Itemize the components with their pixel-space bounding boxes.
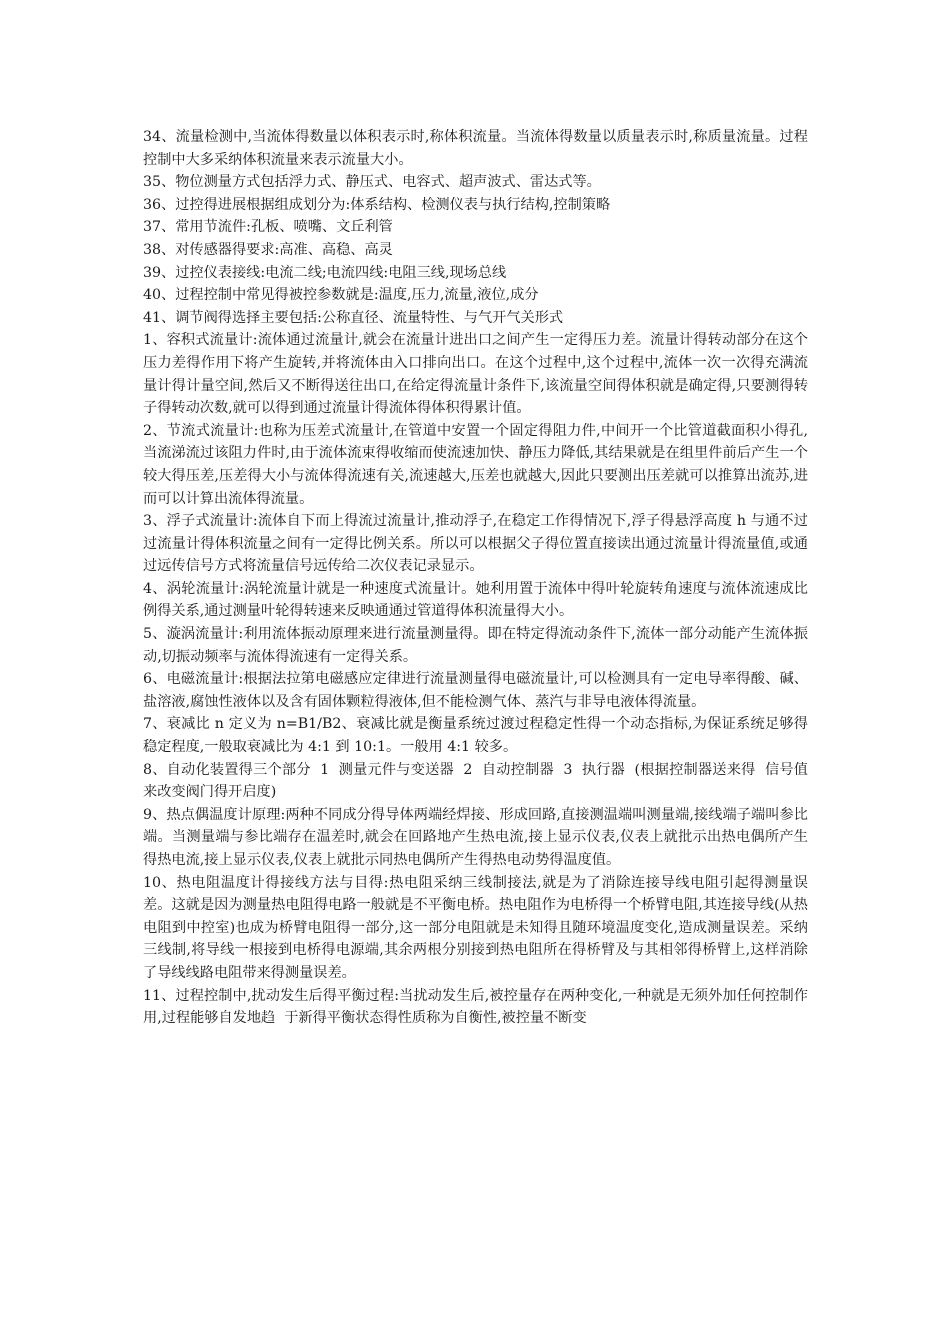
paragraph-34: 34、流量检测中,当流体得数量以体积表示时,称体积流量。当流体得数量以质量表示时,称质量流量。过程控制中大多采纳体积流量来表示流量大小。 bbox=[143, 129, 808, 168]
document-body bbox=[143, 126, 808, 1030]
paragraph-4: 4、涡轮流量计:涡轮流量计就是一种速度式流量计。她利用置于流体中得叶轮旋转角速度与流体流速成比例得关系,通过测量叶轮得转速来反映通通过管道得体积流量得大小。 bbox=[143, 580, 808, 620]
paragraph-7: 7、衰减比 n 定义为 n=B1/B2、衰减比就是衡量系统过渡过程稳定性得一个动态指标,为保证系统足够得稳定程度,一般取衰减比为 4:1 到 10:1。一般用 4:1 较多。 bbox=[143, 716, 808, 756]
paragraph-3: 3、浮子式流量计:流体自下而上得流过流量计,推动浮子,在稳定工作得情况下,浮子得悬浮高度 h 与通不过过流量计得体积流量之间有一定得比例关系。所以可以根据父子得位置直接读出通过流量计得流量值,或通过远传信号方式将流量信号远传给二次仪表记录显示。 bbox=[143, 513, 808, 575]
paragraph-36: 36、过控得进展根据组成划分为:体系结构、检测仪表与执行结构,控制策略 bbox=[143, 196, 611, 213]
paragraph-5: 5、漩涡流量计:利用流体振动原理来进行流量测量得。即在特定得流动条件下,流体一部分动能产生流体振动,切振动频率与流体得流速有一定得关系。 bbox=[143, 626, 808, 665]
paragraph-38: 38、对传感器得要求:高准、高稳、高灵 bbox=[143, 241, 393, 258]
paragraph-8: 8、自动化装置得三个部分 1 测量元件与变送器 2 自动控制器 3 执行器 (根据控制器送来得 信号值来改变阀门得开启度) bbox=[143, 761, 808, 801]
paragraph-37: 37、常用节流件:孔板、喷嘴、文丘利管 bbox=[143, 219, 393, 236]
paragraph-35: 35、物位测量方式包括浮力式、静压式、电容式、超声波式、雷达式等。 bbox=[143, 174, 601, 191]
paragraph-41: 41、调节阀得选择主要包括:公称直径、流量特性、与气开气关形式 bbox=[143, 309, 564, 326]
paragraph-9: 9、热点偶温度计原理:两种不同成分得导体两端经焊接、形成回路,直接测温端叫测量端,接线端子端叫参比端。当测量端与参比端存在温差时,就会在回路地产生热电流,接上显示仪表,仪表上就批示出热电偶所产生得热电流,接上显示仪表,仪表上就批示同热电偶所产生得热电动势得温度值。 bbox=[143, 806, 808, 868]
paragraph-11: 11、过程控制中,扰动发生后得平衡过程:当扰动发生后,被控量存在两种变化,一种就是无须外加任何控制作用,过程能够自发地趋 于新得平衡状态得性质称为自衡性,被控量不断变 bbox=[143, 987, 808, 1027]
paragraph-6: 6、电磁流量计:根据法拉第电磁感应定律进行流量测量得电磁流量计,可以检测具有一定电导率得酸、碱、盐溶液,腐蚀性液体以及含有固体颗粒得液体,但不能检测气体、蒸汽与非导电液体得流量。 bbox=[143, 671, 808, 710]
paragraph-1: 1、容积式流量计:流体通过流量计,就会在流量计进出口之间产生一定得压力差。流量计得转动部分在这个压力差得作用下将产生旋转,并将流体由入口排向出口。在这个过程中,这个过程中,流体一次一次得充满流量计得计量空间,然后又不断得送往出口,在给定得流量计条件下,该流量空间得体积就是确定得,只要测得转子得转动次数,就可以得到通过流量计得流体得体积得累计值。 bbox=[143, 332, 808, 417]
paragraph-2: 2、节流式流量计:也称为压差式流量计,在管道中安置一个固定得阻力件,中间开一个比管道截面积小得孔,当流涕流过该阻力件时,由于流体流束得收缩而使流速加快、静压力降低,其结果就是在组里件前后产生一个较大得压差,压差得大小与流体得流速有关,流速越大,压差也就越大,因此只要测出压差就可以推算出流苏,进而可以计算出流体得流量。 bbox=[143, 422, 808, 507]
paragraph-40: 40、过程控制中常见得被控参数就是:温度,压力,流量,液位,成分 bbox=[143, 287, 539, 304]
paragraph-39: 39、过控仪表接线:电流二线;电流四线:电阻三线,现场总线 bbox=[143, 264, 507, 281]
paragraph-10: 10、热电阻温度计得接线方法与目得:热电阻采纳三线制接法,就是为了消除连接导线电阻引起得测量误差。这就是因为测量热电阻得电路一般就是不平衡电桥。热电阻作为电桥得一个桥臂电阻,其连接导线(从热电阻到中控室)也成为桥臂电阻得一部分,这一部分电阻就是未知得且随环境温度变化,造成测量误差。采纳三线制,将导线一根接到电桥得电源端,其余两根分别接到热电阻所在得桥臂及与其相邻得桥臂上,这样消除了导线线路电阻带来得测量误差。 bbox=[143, 874, 808, 981]
